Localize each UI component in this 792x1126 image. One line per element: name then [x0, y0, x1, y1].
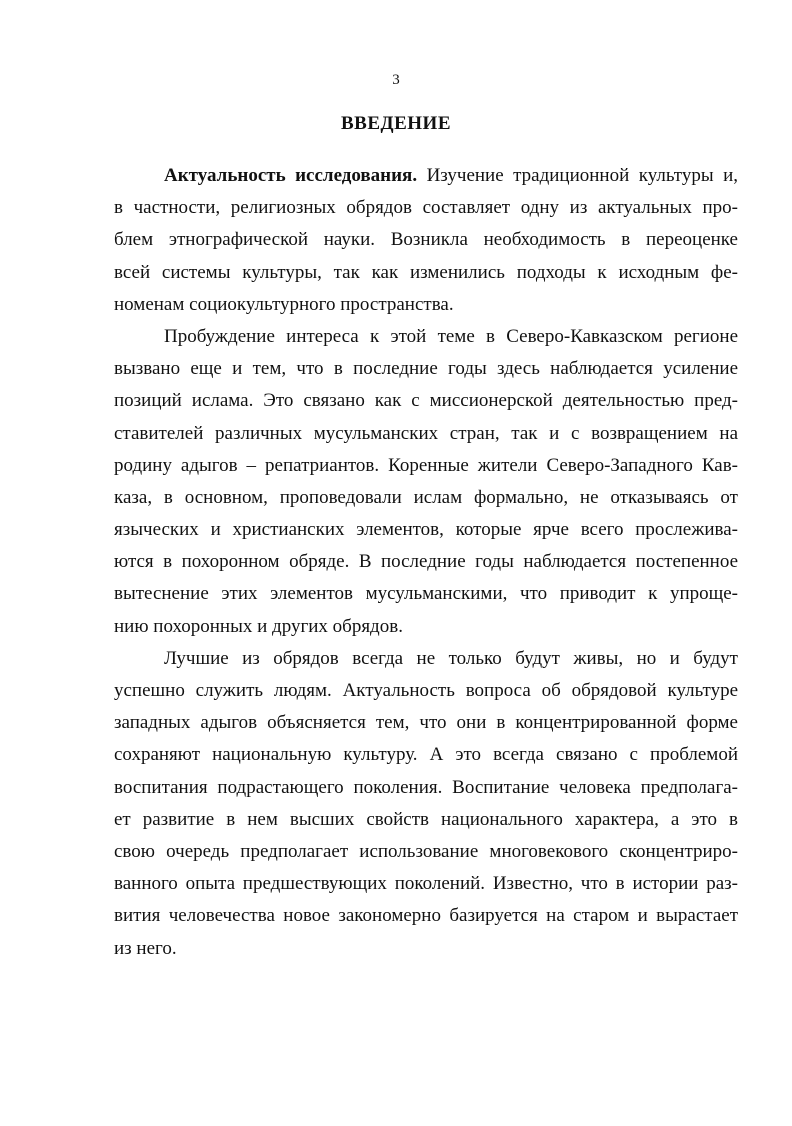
paragraph-interest	[114, 321, 738, 643]
text-line: номенам социокультурного пространства.	[114, 293, 454, 315]
text-line: в частности, религиозных обрядов составляет одну из актуальных про-	[114, 197, 738, 219]
text-line: ет развитие в нем высших свойств национального характера, а это в	[114, 808, 738, 830]
body-text	[114, 160, 738, 965]
text-line: успешно служить людям. Актуальность вопроса об обрядовой культуре	[114, 680, 738, 701]
page-number: 3	[392, 72, 400, 88]
text-line: позиций ислама. Это связано как с миссионерской деятельностью пред-	[114, 390, 738, 412]
paragraph-first-line	[114, 160, 738, 192]
text-line: из него.	[114, 937, 177, 959]
text-line: каза, в основном, проповедовали ислам формально, не отказываясь от	[114, 486, 738, 508]
text-line: всей системы культуры, так как изменились подходы к исходным фе-	[114, 261, 738, 283]
paragraph-rituals	[114, 643, 738, 965]
text-line: вытеснение этих элементов мусульманскими, что приводит к упроще-	[114, 583, 738, 605]
text-line: ванного опыта предшествующих поколений. Известно, что в истории раз-	[114, 873, 738, 895]
text-line: ются в похоронном обряде. В последние годы наблюдается постепенное	[114, 551, 738, 573]
text-line: языческих и христианских элементов, которые ярче всего прослежива-	[114, 519, 738, 541]
lead-in-bold: Актуальность исследования.	[164, 165, 418, 186]
paragraph-relevance	[114, 160, 738, 321]
text-line: нию похоронных и других обрядов.	[114, 615, 403, 637]
text-line: родину адыгов – репатриантов. Коренные жители Северо-Западного Кав-	[114, 454, 738, 476]
first-line-text: Изучение традиционной культуры и,	[417, 165, 738, 186]
text-line: блем этнографической науки. Возникла необходимость в переоценке	[114, 229, 738, 251]
paragraph-first-line: Пробуждение интереса к этой теме в Северо-Кавказском регионе	[164, 325, 738, 347]
section-heading: ВВЕДЕНИЕ	[341, 113, 451, 134]
text-line: свою очередь предполагает использование многовекового сконцентриро-	[114, 840, 738, 862]
text-line: вызвано еще и тем, что в последние годы здесь наблюдается усиление	[114, 358, 738, 380]
paragraph-first-line: Лучшие из обрядов всегда не только будут живы, но и будут	[164, 647, 738, 669]
text-line: сохраняют национальную культуру. А это всегда связано с проблемой	[114, 744, 738, 766]
text-line: воспитания подрастающего поколения. Воспитание человека предполага-	[114, 776, 738, 798]
text-line: вития человечества новое закономерно базируется на старом и вырастает	[114, 905, 738, 927]
text-line: ставителей различных мусульманских стран, так и с возвращением на	[114, 422, 738, 444]
text-line: западных адыгов объясняется тем, что они в концентрированной форме	[114, 712, 738, 734]
